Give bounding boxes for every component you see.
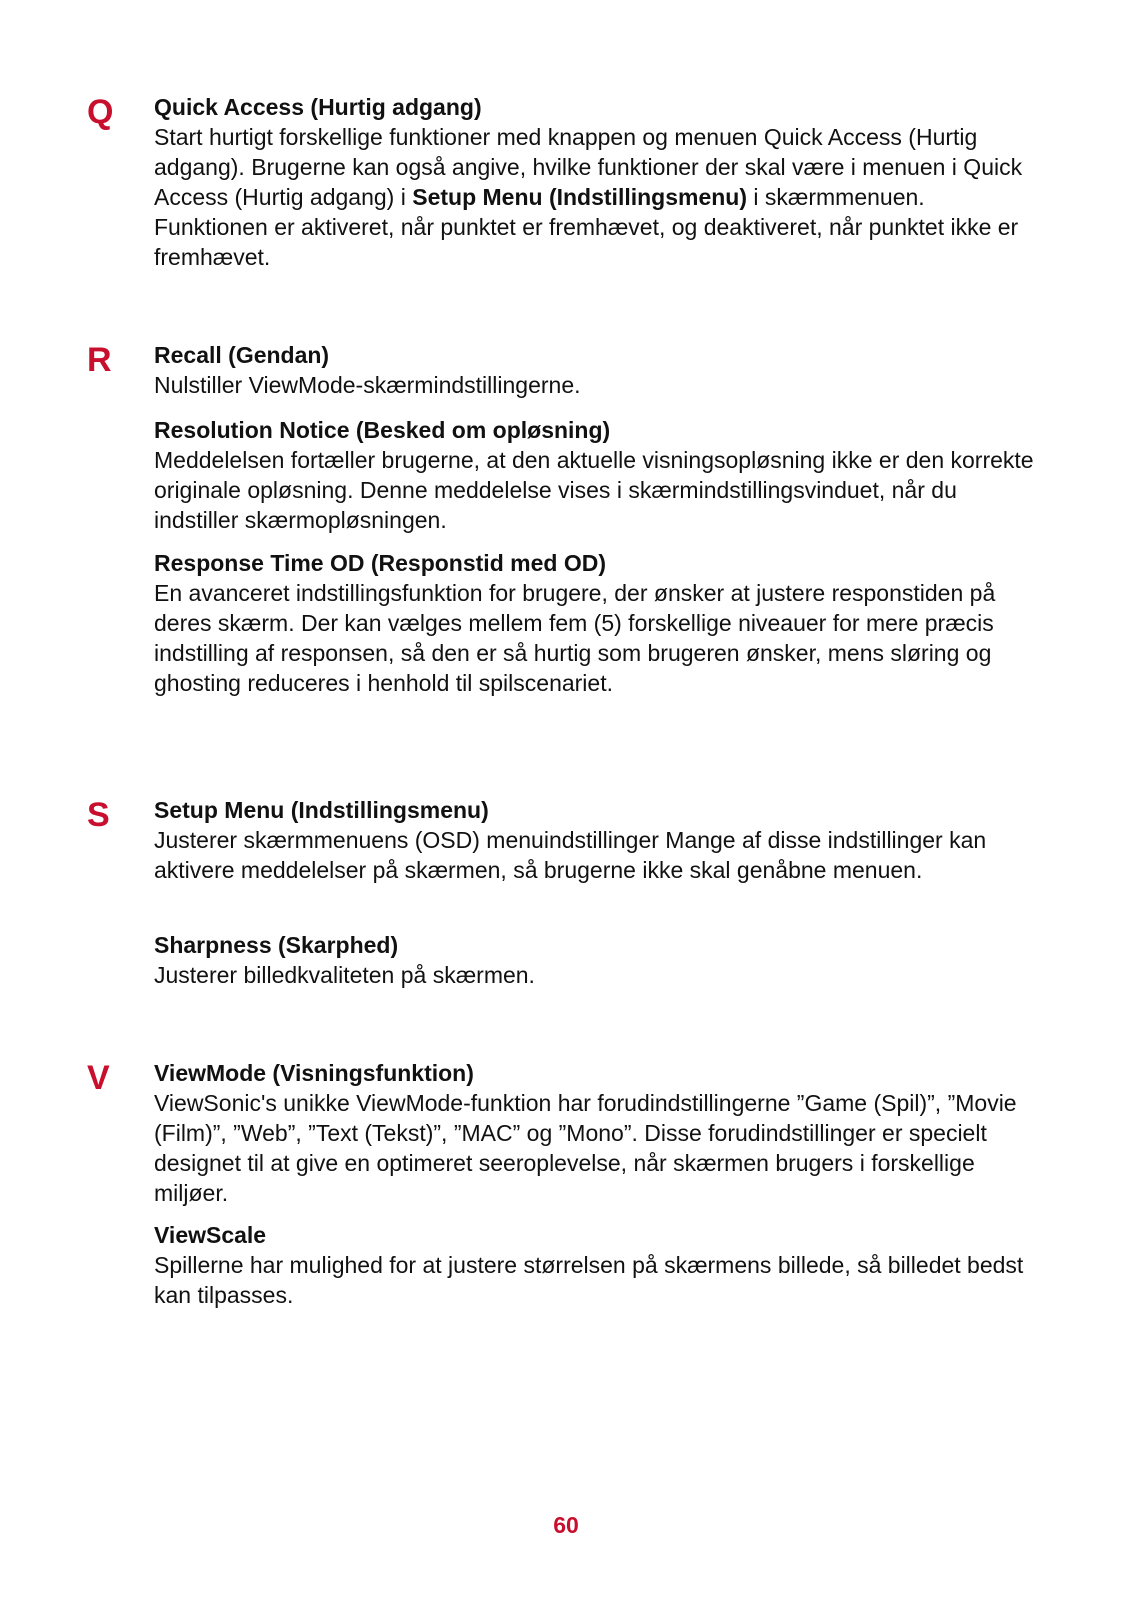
desc-quick-access [154,122,1034,272]
section-letter-s: S [87,796,110,834]
term-quick-access: Quick Access (Hurtig adgang) [154,94,482,120]
desc-sharpness: Justerer billedkvaliteten på skærmen. [154,962,535,988]
term-viewscale: ViewScale [154,1222,267,1248]
entry-response-time-od [154,548,1034,698]
desc-quick-access-bold: Setup Menu (Indstillingsmenu) [412,184,748,210]
entry-viewscale [154,1220,1034,1310]
term-resolution-notice: Resolution Notice (Besked om opløsning) [154,417,611,443]
desc-quick-access-part2: i skærmmenuen. Funktionen er aktiveret, når punktet er fremhævet, og deaktiveret, når punktet ikke er fremhævet. [154,184,1019,270]
term-response-time-od: Response Time OD (Responstid med OD) [154,550,606,576]
entry-quick-access [154,92,1034,272]
desc-recall: Nulstiller ViewMode-skærmindstillingerne. [154,372,581,398]
section-letter-r: R [87,341,112,379]
desc-resolution-notice: Meddelelsen fortæller brugerne, at den aktuelle visningsopløsning ikke er den korrekte originale opløsning. Denne meddelelse vises i skærmindstillingsvinduet, når du indstiller skærmopløsningen. [154,447,1034,533]
desc-viewscale: Spillerne har mulighed for at justere størrelsen på skærmens billede, så billedet bedst kan tilpasses. [154,1252,1024,1308]
desc-viewmode: ViewSonic's unikke ViewMode-funktion har forudindstillingerne ”Game (Spil)”, ”Movie (Film)”, ”Web”, ”Text (Tekst)”, ”MAC” og ”Mono”. Disse forudindstillinger er specielt designet til at give en optimeret seeroplevelse, når skærmen brugers i forskellige miljøer. [154,1090,1017,1206]
entry-sharpness [154,930,1034,990]
desc-setup-menu: Justerer skærmmenuens (OSD) menuindstillinger Mange af disse indstillinger kan aktivere meddelelser på skærmen, så brugerne ikke skal genåbne menuen. [154,827,987,883]
term-setup-menu: Setup Menu (Indstillingsmenu) [154,797,489,823]
section-letter-v: V [87,1059,110,1097]
term-sharpness: Sharpness (Skarphed) [154,932,399,958]
desc-response-time-od: En avanceret indstillingsfunktion for brugere, der ønsker at justere responstiden på deres skærm. Der kan vælges mellem fem (5) forskellige niveauer for mere præcis indstilling af responsen, så den er så hurtig som brugeren ønsker, mens sløring og ghosting reduceres i henhold til spilscenariet. [154,580,996,696]
term-viewmode: ViewMode (Visningsfunktion) [154,1060,474,1086]
section-letter-q: Q [87,93,114,131]
desc-quick-access-part1: Start hurtigt forskellige funktioner med knappen og menuen Quick Access (Hurtig adgang). Brugerne kan også angive, hvilke funktioner der skal være i menuen i Quick Access (Hurtig adgang) i [154,124,1023,210]
term-recall: Recall (Gendan) [154,342,330,368]
entry-recall [154,340,1034,400]
page-number: 60 [553,1512,579,1538]
entry-setup-menu [154,795,1034,885]
entry-resolution-notice [154,415,1034,535]
entry-viewmode [154,1058,1034,1208]
